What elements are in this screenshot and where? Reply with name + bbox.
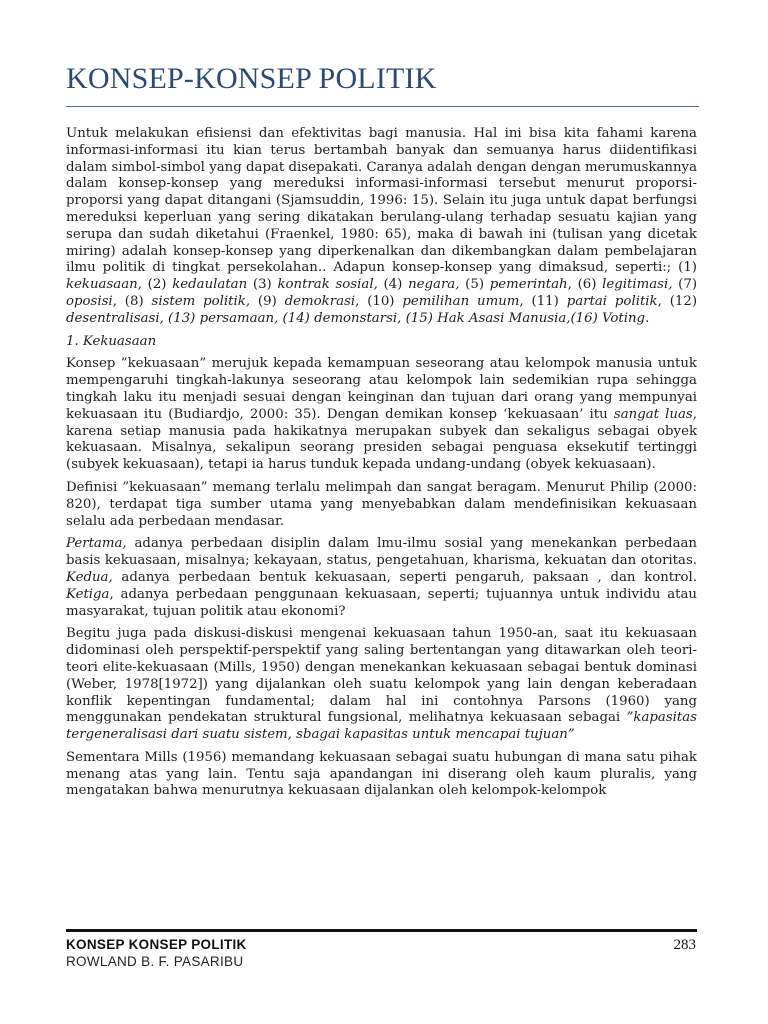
- emphasis-text: Ketiga: [66, 586, 110, 602]
- intro-text: .: [645, 310, 650, 326]
- concept-term: kekuasaan: [66, 277, 138, 293]
- footer-author: ROWLAND B. F. PASARIBU: [66, 954, 244, 969]
- paragraph-text: adanya perbedaan bentuk kekuasaan, seperti pengaruh, paksaan , dan kontrol.: [112, 569, 697, 585]
- title-divider: [66, 106, 699, 107]
- intro-text: (7): [672, 277, 698, 293]
- concept-term: desentralisasi, (13) persamaan, (14) demonstarsi, (15) Hak Asasi Manusia,(16) Voting: [66, 310, 646, 326]
- paragraph-text: , karena setiap manusia pada hakikatnya merupakan subyek dan sekaligus sebagai obyek kekuasaan. Misalnya, sekalipun seorang presiden sebagai penguasa eksekutif tertinggi (subyek kekuasaan), tetapi ia harus tunduk kepada undang-undang (obyek kekuasaan).: [66, 406, 697, 473]
- concept-term: kontrak sosial,: [277, 277, 378, 293]
- concept-term: demokrasi: [284, 293, 356, 309]
- concept-term: pemerintah: [489, 277, 568, 293]
- intro-text: , (10): [355, 293, 403, 309]
- paragraph-text: , adanya perbedaan penggunaan kekuasaan, seperti; tujuannya untuk individu atau masyarakat, tujuan politik atau ekonomi?: [66, 586, 697, 619]
- intro-text: (3): [247, 277, 278, 293]
- paragraph-differences: [66, 536, 697, 620]
- intro-paragraph: [66, 126, 697, 328]
- page-number: 283: [673, 937, 696, 953]
- document-body: [66, 126, 697, 806]
- emphasis-text: sangat luas: [613, 406, 693, 422]
- paragraph-mills: Sementara Mills (1956) memandang kekuasaan sebagai suatu hubungan di mana satu pihak menang atas yang lain. Tentu saja apandangan ini diserang oleh kaum pluralis, yang mengatakan bahwa menurutnya kekuasaan dijalankan oleh kelompok-kelompok: [66, 749, 697, 799]
- concept-term: negara,: [408, 277, 460, 293]
- section-heading: 1. Kekuasaan: [66, 333, 157, 349]
- concept-term: kedaulatan: [172, 277, 248, 293]
- concept-term: legitimasi,: [602, 277, 673, 293]
- intro-text: (4): [377, 277, 409, 293]
- footer-divider: [66, 929, 697, 932]
- paragraph-1950s: [66, 626, 697, 744]
- intro-text: Untuk melakukan efisiensi dan efektivitas bagi manusia. Hal ini bisa kita fahami karena informasi-informasi itu kian terus bertambah banyak dan semuanya harus diidentifikasi dalam simbol-simbol yang dapat disepakati. Caranya adalah dengan dengan merumuskannya dalam konsep-konsep yang mereduksi informasi-informasi tersebut menurut proporsi-proporsi yang dapat ditangani (Sjamsuddin, 1996: 15). Selain itu juga untuk dapat berfungsi mereduksi keperluan yang sering dikatakan berulang-ulang terhadap sesuatu kajian yang serupa dan sudah diketahui (Fraenkel, 1980: 65), maka di bawah ini (tulisan yang dicetak miring) adalah konsep-konsep yang diperkenalkan dan dikembangkan dalam pembelajaran ilmu politik di tingkat persekolahan.. Adapun konsep-konsep yang dimaksud, seperti:; (1): [66, 126, 697, 276]
- intro-text: , (12): [657, 293, 698, 309]
- concept-term: pemilihan umum: [402, 293, 520, 309]
- intro-text: , (8): [112, 293, 152, 309]
- footer-book-title: KONSEP KONSEP POLITIK: [66, 937, 247, 952]
- intro-text: (5): [459, 277, 490, 293]
- paragraph-text: Begitu juga pada diskusi-diskusi mengenai kekuasaan tahun 1950-an, saat itu kekuasaan didominasi oleh perspektif-perspektif yang saling bertentangan yang ditawarkan oleh teori-teori elite-kekuasaan (Mills, 1950) dengan menekankan kekuasaan sebagai bentuk dominasi (Weber, 1978[1972]) yang dijalankan oleh suatu kelompok yang lain dengan keberadaan konflik kepentingan fundamental; dalam hal ini contohnya Parsons (1960) yang menggunakan pendekatan struktural fungsional, melihatnya kekuasaan sebagai: [66, 626, 697, 726]
- intro-text: , (2): [137, 277, 173, 293]
- page-title: KONSEP-KONSEP POLITIK: [66, 62, 437, 95]
- emphasis-text: Pertama,: [66, 536, 127, 552]
- concept-term: oposisi: [66, 293, 113, 309]
- paragraph-text: adanya perbedaan disiplin dalam lmu-ilmu sosial yang menekankan perbedaan basis kekuasaan, misalnya; kekayaan, status, pengetahuan, kharisma, kekuatan dan otoritas.: [66, 536, 697, 569]
- paragraph-definition: [66, 356, 697, 474]
- paragraph-text: Konsep ”kekuasaan” merujuk kepada kemampuan seseorang atau kelompok manusia untuk mempengaruhi tingkah-lakunya seseorang atau kelompok lain sedemikian rupa sehingga tingkah laku itu menjadi sesuai dengan keinginan dan tujuan dari orang yang mempunyai kekuasaan itu (Budiardjo, 2000: 35). Dengan demikan konsep ‘kekuasaan’ itu: [66, 356, 697, 422]
- paragraph-philip: Definisi ”kekuasaan” memang terlalu melimpah dan sangat beragam. Menurut Philip (2000: 820), terdapat tiga sumber utama yang menyebabkan dalam mendefinisikan kekuasaan selalu ada perbedaan mendasar.: [66, 479, 697, 529]
- intro-text: , (6): [567, 277, 603, 293]
- intro-text: , (11): [519, 293, 567, 309]
- quote-text: ”kapasitas tergeneralisasi dari suatu sistem, sbagai kapasitas untuk mencapai tujuan”: [66, 710, 697, 743]
- intro-text: (9): [250, 293, 285, 309]
- concept-term: sistem politik,: [151, 293, 251, 309]
- emphasis-text: Kedua,: [66, 569, 113, 585]
- concept-term: partai politik: [566, 293, 658, 309]
